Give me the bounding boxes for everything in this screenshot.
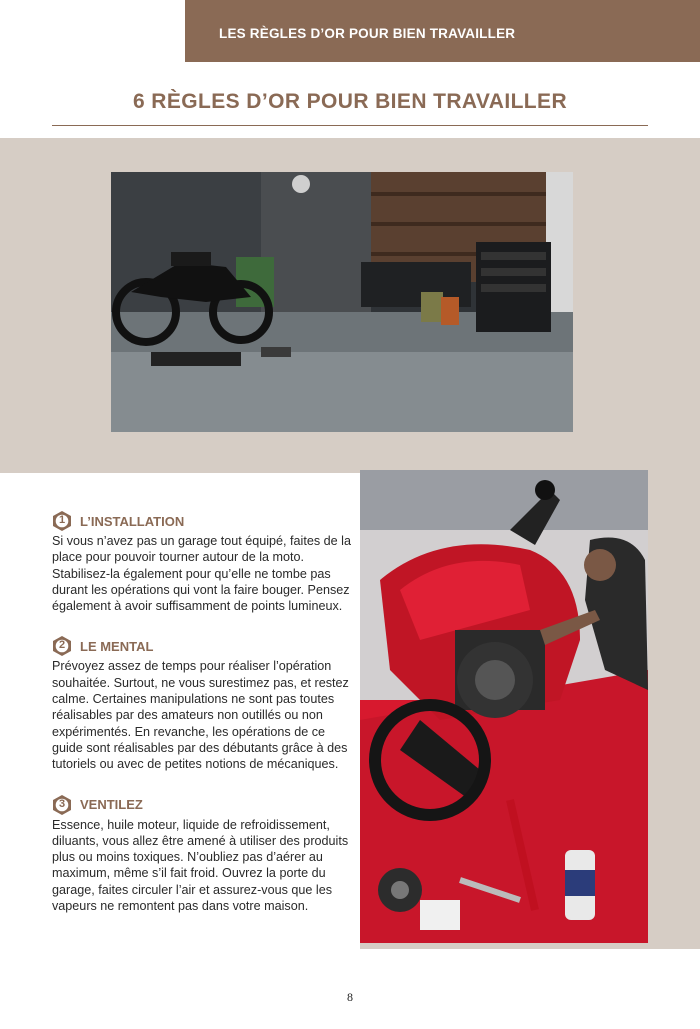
running-header [185,0,700,62]
rule-heading [52,794,357,816]
rule-number: 3 [58,797,66,810]
garage-photo [111,172,573,432]
rule-text: Prévoyez assez de temps pour réaliser l’opération souhaitée. Surtout, ne vous surestimez pas, et restez calme. Certaines manipulations ne sont pas toutes réalisables par des amateurs non outillés ou non expérimentés. En revanche, les opérations de ce guide sont réalisables par des débutants grâce à des tutoriels ou avec de petites notions de mécaniques. [52,659,349,772]
rule-title: LE MENTAL [80,638,154,654]
page-number: 8 [347,990,353,1004]
number-hexagon-icon [52,795,72,815]
rules-list [52,510,357,935]
rule-number: 1 [58,514,66,526]
number-hexagon-icon [52,511,72,531]
rule-number: 2 [58,639,66,652]
rule-text: Essence, huile moteur, liquide de refroidissement, diluants, vous allez être amené à utiliser des produits plus ou moins toxiques. N’oubliez pas d’aérer au maximum, même s’il fait froid. Ouvrez la porte du garage, faites circuler l’air et assurez-vous que les vapeurs ne remontent pas dans votre maison. [52,817,349,914]
running-title: LES RÈGLES D’OR POUR BIEN TRAVAILLER [219,26,516,41]
rule-title: VENTILEZ [80,797,143,813]
rule-heading [52,635,357,657]
rule-mental [52,635,357,772]
rule-text: Si vous n’avez pas un garage tout équipé, faites de la place pour pouvoir tourner autour de la moto. Stabilisez-la également pour qu’elle ne tombe pas durant les opérations qui vont la faire bouger. Pensez également à avoir suffisamment de points lumineux. [52,534,351,614]
motorcycle-repair-photo [360,470,648,943]
title-divider [52,125,648,126]
rule-ventilez [52,794,357,915]
page-title: 6 RÈGLES D’OR POUR BIEN TRAVAILLER [132,90,568,113]
rule-heading [52,510,357,532]
rule-title: L’INSTALLATION [80,513,185,529]
rule-installation [52,510,357,614]
number-hexagon-icon [52,636,72,656]
